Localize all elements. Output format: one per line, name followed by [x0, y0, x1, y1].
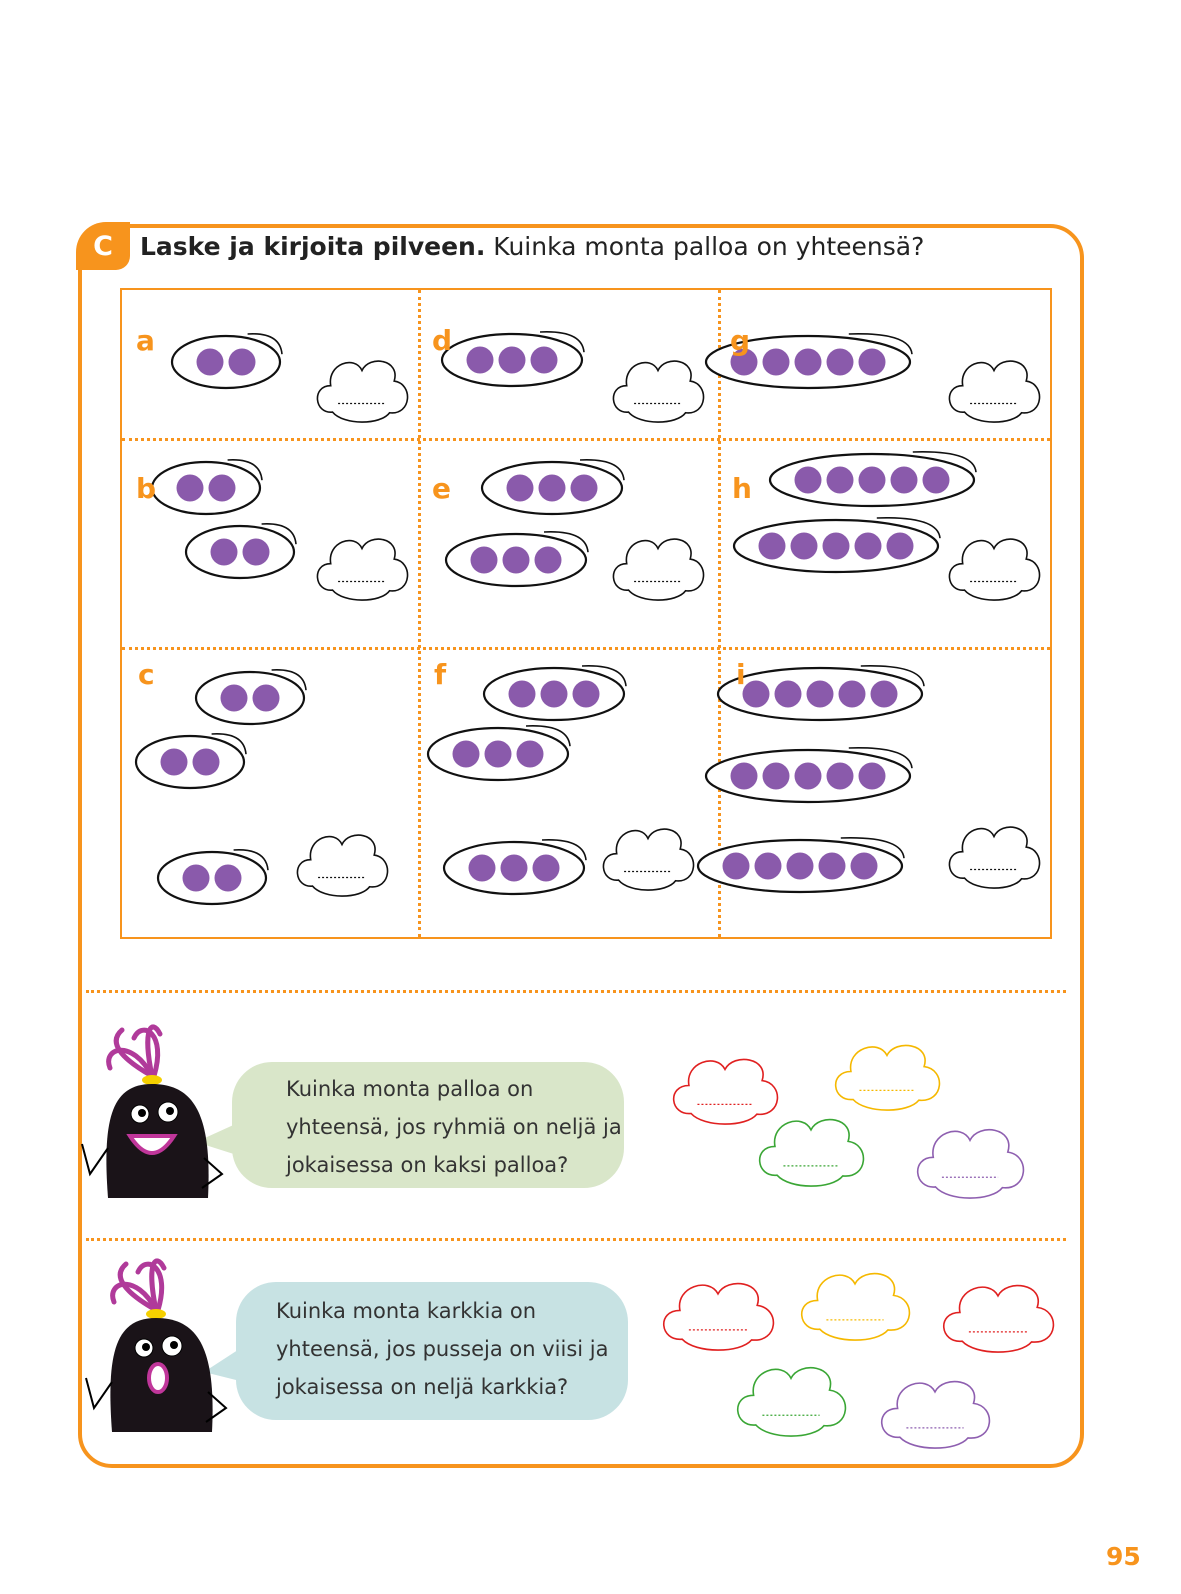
cloud-outline — [613, 539, 703, 600]
ball — [759, 533, 786, 560]
ball-group — [136, 734, 246, 788]
ball — [723, 853, 750, 880]
cloud-outline — [317, 361, 407, 422]
speech-bubble-1 — [232, 1062, 624, 1188]
speech-bubble-2 — [236, 1282, 628, 1420]
ball — [871, 681, 898, 708]
page-number: 95 — [1106, 1542, 1141, 1571]
group-outline — [186, 526, 294, 578]
ball — [763, 763, 790, 790]
cell-letter: a — [136, 324, 155, 357]
ball — [503, 547, 530, 574]
ball-group — [152, 460, 262, 514]
ball-group — [698, 838, 904, 892]
ball — [253, 685, 280, 712]
ball — [851, 853, 878, 880]
answer-cloud — [613, 361, 703, 422]
cell-letter: h — [732, 472, 752, 505]
cloud-outline — [297, 835, 387, 896]
ball — [573, 681, 600, 708]
section-divider — [86, 1238, 1066, 1241]
ball — [531, 347, 558, 374]
ball-group — [718, 666, 924, 720]
answer-cloud — [297, 835, 387, 896]
cloud-outline — [613, 361, 703, 422]
ball-group — [482, 460, 624, 514]
ball — [229, 349, 256, 376]
ball — [887, 533, 914, 560]
instruction-bold: Laske ja kirjoita pilveen. — [140, 232, 486, 261]
ball — [795, 763, 822, 790]
ball-group — [158, 850, 268, 904]
cloud-outline — [603, 829, 693, 890]
ball — [193, 749, 220, 776]
instruction — [140, 232, 924, 261]
question-line: yhteensä, jos ryhmiä on neljä ja — [286, 1115, 622, 1139]
ball — [509, 681, 536, 708]
ball — [533, 855, 560, 882]
group-outline — [196, 672, 304, 724]
ball — [787, 853, 814, 880]
ball — [517, 741, 544, 768]
ball — [923, 467, 950, 494]
ball — [827, 763, 854, 790]
ball-group — [484, 666, 626, 720]
ball — [541, 681, 568, 708]
cloud-outline — [949, 827, 1039, 888]
ball-group — [734, 518, 940, 572]
instruction-rest: Kuinka monta palloa on yhteensä? — [493, 232, 925, 261]
section-tab: C — [76, 222, 130, 270]
ball-group — [428, 726, 570, 780]
ball — [763, 349, 790, 376]
ball-group — [770, 452, 976, 506]
group-outline — [172, 336, 280, 388]
ball — [819, 853, 846, 880]
cell-letter: e — [432, 472, 451, 505]
answer-cloud — [949, 827, 1039, 888]
ball — [539, 475, 566, 502]
ball — [807, 681, 834, 708]
ball — [795, 349, 822, 376]
ball — [859, 467, 886, 494]
ball — [859, 763, 886, 790]
ball — [453, 741, 480, 768]
ball — [467, 347, 494, 374]
ball — [855, 533, 882, 560]
ball — [499, 347, 526, 374]
ball — [535, 547, 562, 574]
ball — [197, 349, 224, 376]
exercise-grid — [120, 288, 1052, 939]
question-line: yhteensä, jos pusseja on viisi ja — [276, 1337, 609, 1361]
ball — [827, 349, 854, 376]
ball-group — [186, 524, 296, 578]
question-line: Kuinka monta palloa on — [286, 1077, 534, 1101]
ball — [177, 475, 204, 502]
ball — [775, 681, 802, 708]
group-outline — [136, 736, 244, 788]
answer-cloud — [949, 539, 1039, 600]
ball — [731, 763, 758, 790]
ball — [891, 467, 918, 494]
ball — [791, 533, 818, 560]
ball — [469, 855, 496, 882]
cloud-outline — [949, 539, 1039, 600]
ball — [839, 681, 866, 708]
ball-group — [446, 532, 588, 586]
question-line: jokaisessa on neljä karkkia? — [276, 1375, 569, 1399]
ball — [755, 853, 782, 880]
ball-group — [706, 748, 912, 802]
answer-cloud — [949, 361, 1039, 422]
answer-cloud — [603, 829, 693, 890]
ball — [859, 349, 886, 376]
ball — [209, 475, 236, 502]
cell-letter: f — [434, 658, 447, 691]
ball-group — [172, 334, 282, 388]
ball — [743, 681, 770, 708]
cell-letter: c — [138, 658, 155, 691]
question-line: Kuinka monta karkkia on — [276, 1299, 537, 1323]
cell-letter: i — [736, 658, 746, 691]
cloud-outline — [317, 539, 407, 600]
ball — [795, 467, 822, 494]
answer-cloud — [317, 539, 407, 600]
question-line: jokaisessa on kaksi palloa? — [286, 1153, 569, 1177]
ball — [507, 475, 534, 502]
cell-letter: g — [730, 324, 751, 357]
group-outline — [152, 462, 260, 514]
ball-group — [196, 670, 306, 724]
ball — [243, 539, 270, 566]
section-divider — [86, 990, 1066, 993]
ball — [211, 539, 238, 566]
group-outline — [158, 852, 266, 904]
ball — [485, 741, 512, 768]
ball — [215, 865, 242, 892]
ball — [471, 547, 498, 574]
ball-group — [444, 840, 586, 894]
ball-group — [442, 332, 584, 386]
ball — [161, 749, 188, 776]
ball — [501, 855, 528, 882]
ball — [571, 475, 598, 502]
answer-cloud — [317, 361, 407, 422]
grid-drawings — [122, 290, 1054, 941]
ball — [221, 685, 248, 712]
cloud-outline — [949, 361, 1039, 422]
ball — [827, 467, 854, 494]
answer-cloud — [613, 539, 703, 600]
cell-letter: b — [136, 472, 157, 505]
ball — [183, 865, 210, 892]
cell-letter: d — [432, 324, 453, 357]
ball — [823, 533, 850, 560]
